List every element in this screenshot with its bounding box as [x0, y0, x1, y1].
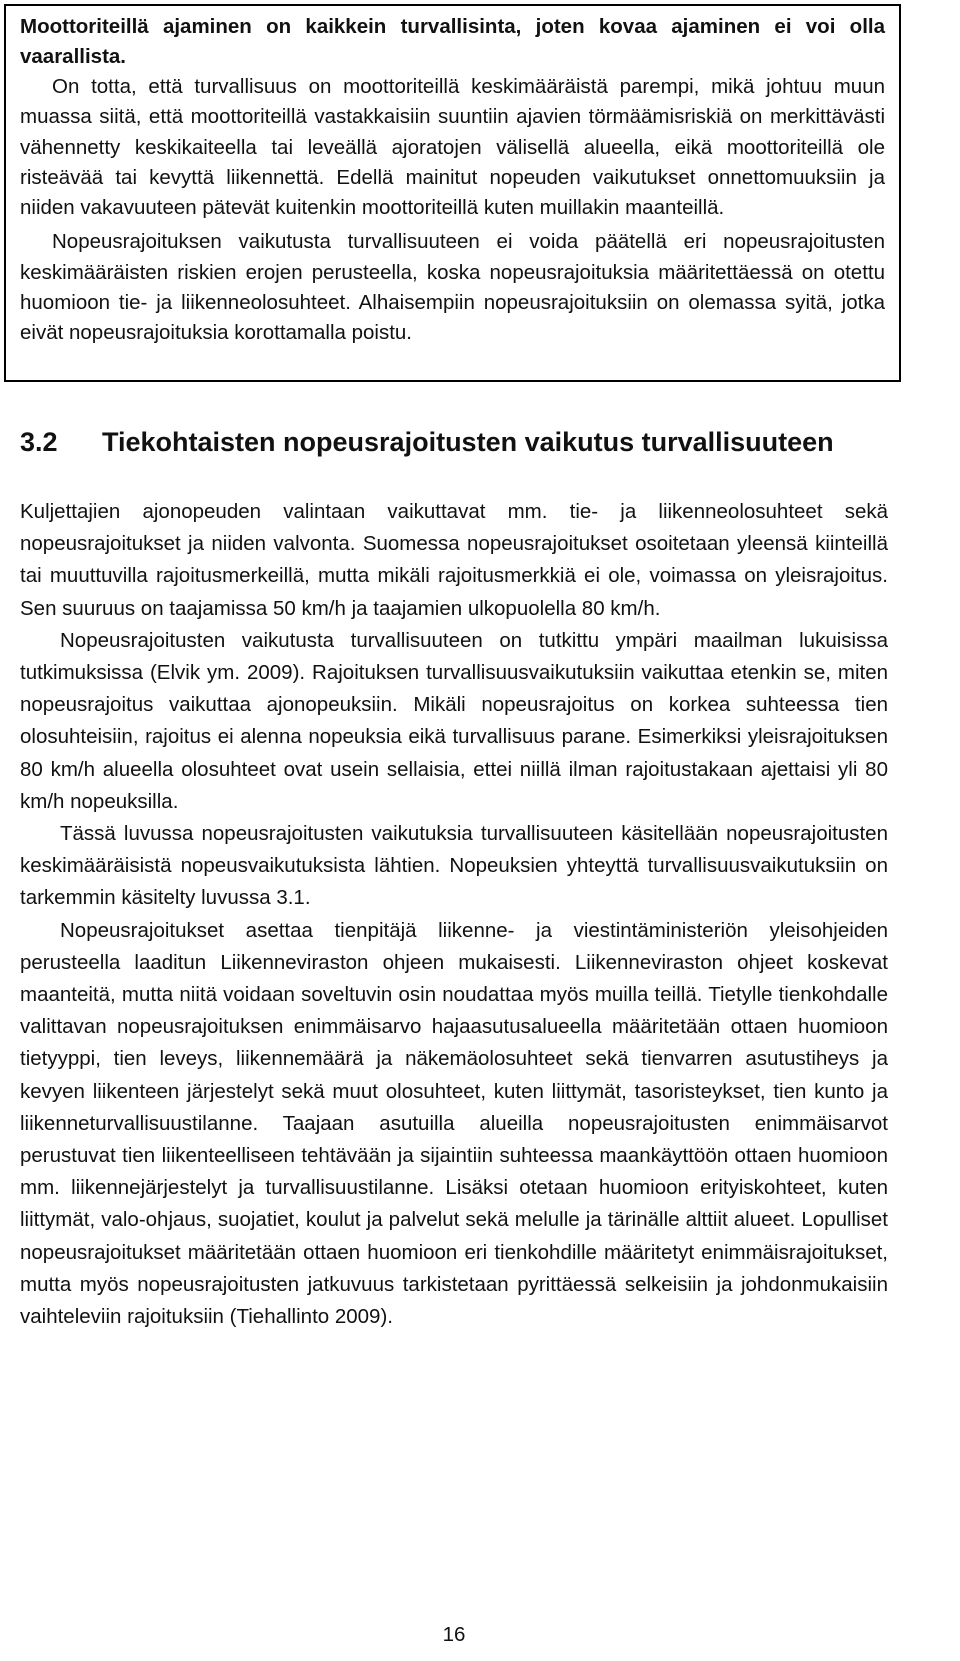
page-number: 16 [442, 1623, 466, 1646]
section-number: 3.2 [20, 427, 58, 457]
callout-box [4, 4, 901, 382]
body-paragraph-1: Kuljettajien ajonopeuden valintaan vaikuttavat mm. tie- ja liikenneolosuhteet sekä nopeusrajoitukset ja niiden valvonta. Suomessa nopeusrajoitukset osoitetaan yleensä kiinteillä tai muuttuvilla rajoitusmerkeillä, mutta mikäli rajoitusmerkkiä ei ole, voimassa on yleisrajoitus. Sen suuruus on taajamissa 50 km/h ja taajamien ulkopuolella 80 km/h. [20, 500, 888, 620]
body-paragraph-3: Tässä luvussa nopeusrajoitusten vaikutuksia turvallisuuteen käsitellään nopeusrajoitusten keskimääräisistä nopeusvaikutuksista lähtien. Nopeuksien yhteyttä turvallisuusvaikutuksiin on tarkemmin käsitelty luvussa 3.1. [20, 822, 888, 910]
section-heading [20, 424, 900, 460]
callout-paragraph-2: Nopeusrajoituksen vaikutusta turvallisuuteen ei voida päätellä eri nopeusrajoitusten keskimääräisten riskien erojen perusteella, koska nopeusrajoituksia määritettäessä on otettu huomioon tie- ja liikenneolosuhteet. Alhaisempiin nopeusrajoituksiin on olemassa syitä, jotka eivät nopeusrajoituksia korottamalla poistu. [20, 230, 885, 345]
section-title: Tiekohtaisten nopeusrajoitusten vaikutus turvallisuuteen [102, 427, 834, 457]
callout-paragraph-1: On totta, että turvallisuus on moottoriteillä keskimääräistä parempi, mikä johtuu muun muassa siitä, että moottoriteillä vastakkaisiin suuntiin ajavien törmäämisriskiä on merkittävästi vähennetty keskikaiteella tai leveällä ajoratojen välisellä alueella, eikä moottoriteillä ole risteävää tai kevyttä liikennettä. Edellä mainitut nopeuden vaikutukset onnettomuuksiin ja niiden vakavuuteen pätevät kuitenkin moottoriteillä kuten muillakin maanteillä. [20, 75, 885, 220]
body-paragraph-4: Nopeusrajoitukset asettaa tienpitäjä liikenne- ja viestintäministeriön yleisohjeiden perusteella laaditun Liikenneviraston ohjeen mukaisesti. Liikenneviraston ohjeet koskevat maanteitä, mutta niitä voidaan soveltuvin osin noudattaa myös muilla teillä. Tietylle tienkohdalle valittavan nopeusrajoituksen enimmäisarvo hajaasutusalueella määritetään ottaen huomioon tietyyppi, tien leveys, liikennemäärä ja näkemäolosuhteet sekä tienvarren asutustiheys ja kevyen liikenteen järjestelyt sekä muut olosuhteet, kuten liittymät, tasoristeykset, tien kunto ja liikenneturvallisuustilanne. Taajaan asutuilla alueilla nopeusrajoitusten enimmäisarvot perustuvat tien liikenteelliseen tehtävään ja sijaintiin suhteessa maankäyttöön ottaen huomioon mm. liikennejärjestelyt ja turvallisuustilanne. Lisäksi otetaan huomioon erityiskohteet, kuten liittymät, valo-ohjaus, suojatiet, koulut ja palvelut sekä melulle ja tärinälle alttiit alueet. Lopulliset nopeusrajoitukset määritetään ottaen huomioon eri tienkohdille määritetyt enimmäisrajoitukset, mutta myös nopeusrajoitusten jatkuvuus tarkistetaan pyrittäessä selkeisiin ja johdonmukaisiin vaihteleviin rajoituksiin (Tiehallinto 2009). [20, 918, 888, 1329]
callout-title: Moottoriteillä ajaminen on kaikkein turvallisinta, joten kovaa ajaminen ei voi olla vaarallista. [20, 15, 885, 68]
body-paragraph-2: Nopeusrajoitusten vaikutusta turvallisuuteen on tutkittu ympäri maailman lukuisissa tutkimuksissa (Elvik ym. 2009). Rajoituksen turvallisuusvaikutuksiin vaikuttaa etenkin se, miten nopeusrajoitus vaikuttaa ajonopeuksiin. Mikäli nopeusrajoitus on korkea suhteessa tien olosuhteisiin, rajoitus ei alenna nopeuksia eikä turvallisuus parane. Esimerkiksi yleisrajoituksen 80 km/h alueella olosuhteet ovat usein sellaisia, ettei niillä ilman rajoitustakaan ajettaisi yli 80 km/h nopeuksilla. [20, 628, 888, 813]
body-text [20, 496, 888, 1333]
